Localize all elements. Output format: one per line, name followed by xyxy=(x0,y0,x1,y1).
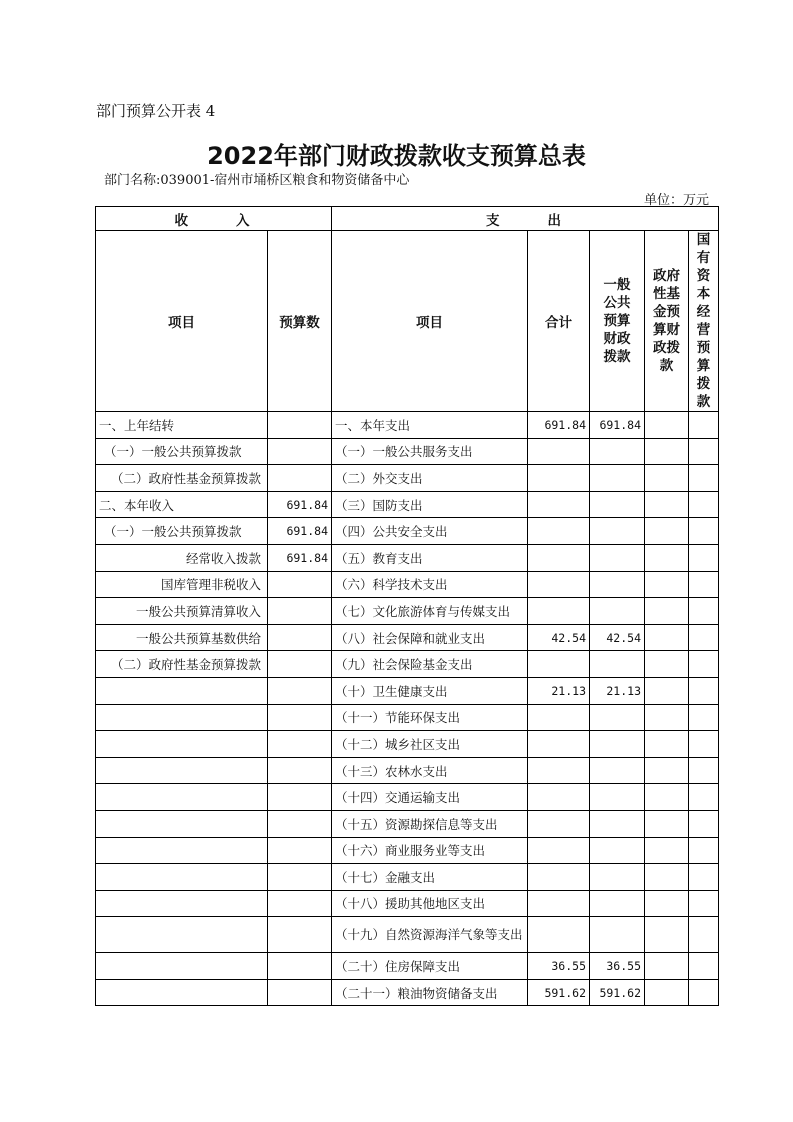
expense-total-cell xyxy=(528,784,590,811)
table-row xyxy=(96,757,719,784)
expense-item-cell: （七）文化旅游体育与传媒支出 xyxy=(332,598,528,625)
table-number-caption: 部门预算公开表 4 xyxy=(96,102,216,120)
expense-item-cell: （十五）资源勘探信息等支出 xyxy=(332,810,528,837)
fund-budget-cell xyxy=(645,864,689,891)
general-budget-cell xyxy=(590,598,645,625)
table-row xyxy=(96,677,719,704)
income-value-cell: 691.84 xyxy=(268,518,332,545)
income-item-cell: （二）政府性基金预算拨款 xyxy=(96,465,268,492)
income-item-cell: 一、上年结转 xyxy=(96,412,268,439)
fund-budget-cell xyxy=(645,412,689,439)
expense-item-cell: （九）社会保险基金支出 xyxy=(332,651,528,678)
unit-label: 单位：万元 xyxy=(643,193,709,208)
income-item-cell xyxy=(96,677,268,704)
general-budget-cell xyxy=(590,465,645,492)
state-capital-cell xyxy=(689,917,719,953)
general-budget-cell xyxy=(590,731,645,758)
expense-item-header: 项目 xyxy=(332,231,528,412)
general-budget-cell xyxy=(590,518,645,545)
table-row xyxy=(96,837,719,864)
general-budget-cell xyxy=(590,438,645,465)
general-budget-cell: 21.13 xyxy=(590,677,645,704)
table-row xyxy=(96,731,719,758)
state-capital-cell xyxy=(689,598,719,625)
expense-item-cell: （十）卫生健康支出 xyxy=(332,677,528,704)
income-item-cell: 国库管理非税收入 xyxy=(96,571,268,598)
general-budget-cell xyxy=(590,864,645,891)
income-item-cell xyxy=(96,810,268,837)
table-row xyxy=(96,624,719,651)
income-item-cell: （一）一般公共预算拨款 xyxy=(96,518,268,545)
state-capital-cell xyxy=(689,465,719,492)
expense-total-cell xyxy=(528,864,590,891)
expense-item-cell: （二十）住房保障支出 xyxy=(332,953,528,980)
state-capital-cell xyxy=(689,544,719,571)
expense-total-cell xyxy=(528,598,590,625)
fund-budget-cell xyxy=(645,784,689,811)
fund-budget-cell xyxy=(645,890,689,917)
expense-total-cell xyxy=(528,810,590,837)
expense-item-cell: （十八）援助其他地区支出 xyxy=(332,890,528,917)
income-value-cell xyxy=(268,412,332,439)
income-value-cell xyxy=(268,704,332,731)
expense-total-cell: 36.55 xyxy=(528,953,590,980)
department-name: 部门名称:039001-宿州市埇桥区粮食和物资储备中心 xyxy=(104,173,410,188)
table-row xyxy=(96,810,719,837)
income-value-cell xyxy=(268,598,332,625)
fund-budget-cell xyxy=(645,917,689,953)
fund-budget-cell xyxy=(645,757,689,784)
table-row xyxy=(96,953,719,980)
state-capital-cell xyxy=(689,731,719,758)
page-title: 2022年部门财政拨款收支预算总表 xyxy=(207,142,586,170)
general-budget-cell xyxy=(590,810,645,837)
expense-item-cell: （二十一）粮油物资储备支出 xyxy=(332,979,528,1006)
general-budget-cell xyxy=(590,651,645,678)
income-item-cell xyxy=(96,953,268,980)
general-budget-cell xyxy=(590,917,645,953)
expense-item-cell: （十九）自然资源海洋气象等支出 xyxy=(332,917,528,953)
expense-total-cell: 591.62 xyxy=(528,979,590,1006)
expense-total-cell xyxy=(528,438,590,465)
expense-total-cell xyxy=(528,890,590,917)
expense-item-cell: （三）国防支出 xyxy=(332,491,528,518)
income-item-cell: 一般公共预算清算收入 xyxy=(96,598,268,625)
fund-budget-cell xyxy=(645,837,689,864)
fund-budget-header: 政府性基金预算财政拨款 xyxy=(645,231,689,412)
general-budget-cell xyxy=(590,784,645,811)
general-budget-cell: 36.55 xyxy=(590,953,645,980)
table-row xyxy=(96,571,719,598)
fund-budget-cell xyxy=(645,465,689,492)
expense-item-cell: （十四）交通运输支出 xyxy=(332,784,528,811)
expense-total-cell xyxy=(528,731,590,758)
income-value-cell xyxy=(268,757,332,784)
table-row xyxy=(96,979,719,1006)
income-value-cell xyxy=(268,864,332,891)
general-budget-cell xyxy=(590,571,645,598)
state-capital-cell xyxy=(689,890,719,917)
income-item-cell xyxy=(96,757,268,784)
expense-total-cell xyxy=(528,465,590,492)
income-value-cell xyxy=(268,890,332,917)
expense-item-cell: （一）一般公共服务支出 xyxy=(332,438,528,465)
income-value-cell xyxy=(268,837,332,864)
expense-total-cell xyxy=(528,544,590,571)
expense-item-cell: （四）公共安全支出 xyxy=(332,518,528,545)
income-item-header: 项目 xyxy=(96,231,268,412)
income-item-cell xyxy=(96,837,268,864)
income-item-cell xyxy=(96,731,268,758)
income-item-cell xyxy=(96,864,268,891)
fund-budget-cell xyxy=(645,677,689,704)
income-item-cell xyxy=(96,890,268,917)
income-value-cell: 691.84 xyxy=(268,491,332,518)
income-item-cell xyxy=(96,784,268,811)
expense-item-cell: （十三）农林水支出 xyxy=(332,757,528,784)
general-budget-header: 一般公共预算财政拨款 xyxy=(590,231,645,412)
fund-budget-cell xyxy=(645,704,689,731)
income-budget-header: 预算数 xyxy=(268,231,332,412)
general-budget-cell xyxy=(590,890,645,917)
fund-budget-cell xyxy=(645,624,689,651)
expense-item-cell: （十二）城乡社区支出 xyxy=(332,731,528,758)
expense-item-cell: （十七）金融支出 xyxy=(332,864,528,891)
table-row xyxy=(96,491,719,518)
state-capital-cell xyxy=(689,704,719,731)
general-budget-cell: 591.62 xyxy=(590,979,645,1006)
income-value-cell xyxy=(268,677,332,704)
income-value-cell: 691.84 xyxy=(268,544,332,571)
state-capital-cell xyxy=(689,677,719,704)
general-budget-cell xyxy=(590,491,645,518)
general-budget-cell xyxy=(590,544,645,571)
state-capital-cell xyxy=(689,412,719,439)
state-capital-cell xyxy=(689,571,719,598)
expense-item-cell: 一、本年支出 xyxy=(332,412,528,439)
table-row xyxy=(96,412,719,439)
table-row xyxy=(96,704,719,731)
general-budget-cell: 691.84 xyxy=(590,412,645,439)
expense-total-cell xyxy=(528,518,590,545)
fund-budget-cell xyxy=(645,571,689,598)
fund-budget-cell xyxy=(645,544,689,571)
income-item-cell: （二）政府性基金预算拨款 xyxy=(96,651,268,678)
state-capital-cell xyxy=(689,864,719,891)
general-budget-cell xyxy=(590,757,645,784)
state-capital-header: 国有资本经营预算拨款 xyxy=(689,231,719,412)
income-value-cell xyxy=(268,917,332,953)
general-budget-cell: 42.54 xyxy=(590,624,645,651)
table-row xyxy=(96,598,719,625)
income-item-cell: （一）一般公共预算拨款 xyxy=(96,438,268,465)
expense-total-cell xyxy=(528,491,590,518)
budget-summary-table xyxy=(95,206,719,1006)
income-item-cell: 二、本年收入 xyxy=(96,491,268,518)
expense-total-cell xyxy=(528,757,590,784)
expense-header: 支 出 xyxy=(332,207,719,231)
expense-item-cell: （二）外交支出 xyxy=(332,465,528,492)
state-capital-cell xyxy=(689,810,719,837)
expense-item-cell: （六）科学技术支出 xyxy=(332,571,528,598)
income-value-cell xyxy=(268,571,332,598)
general-budget-cell xyxy=(590,837,645,864)
state-capital-cell xyxy=(689,624,719,651)
expense-total-cell: 21.13 xyxy=(528,677,590,704)
expense-item-cell: （八）社会保障和就业支出 xyxy=(332,624,528,651)
expense-item-cell: （十六）商业服务业等支出 xyxy=(332,837,528,864)
income-value-cell xyxy=(268,651,332,678)
fund-budget-cell xyxy=(645,651,689,678)
state-capital-cell xyxy=(689,757,719,784)
expense-item-cell: （十一）节能环保支出 xyxy=(332,704,528,731)
table-row xyxy=(96,544,719,571)
table-row xyxy=(96,438,719,465)
income-item-cell: 一般公共预算基数供给 xyxy=(96,624,268,651)
expense-total-cell: 42.54 xyxy=(528,624,590,651)
income-value-cell xyxy=(268,624,332,651)
table-row xyxy=(96,917,719,953)
state-capital-cell xyxy=(689,979,719,1006)
state-capital-cell xyxy=(689,953,719,980)
income-value-cell xyxy=(268,465,332,492)
fund-budget-cell xyxy=(645,598,689,625)
state-capital-cell xyxy=(689,837,719,864)
fund-budget-cell xyxy=(645,491,689,518)
income-value-cell xyxy=(268,810,332,837)
expense-total-cell xyxy=(528,837,590,864)
table-row xyxy=(96,518,719,545)
expense-total-cell xyxy=(528,571,590,598)
expense-total-cell xyxy=(528,651,590,678)
expense-total-cell xyxy=(528,704,590,731)
income-value-cell xyxy=(268,731,332,758)
income-value-cell xyxy=(268,438,332,465)
income-item-cell xyxy=(96,704,268,731)
table-row xyxy=(96,864,719,891)
income-value-cell xyxy=(268,979,332,1006)
total-header: 合计 xyxy=(528,231,590,412)
income-item-cell xyxy=(96,917,268,953)
income-header: 收 入 xyxy=(96,207,332,231)
table-row xyxy=(96,651,719,678)
income-value-cell xyxy=(268,953,332,980)
fund-budget-cell xyxy=(645,731,689,758)
state-capital-cell xyxy=(689,518,719,545)
expense-total-cell: 691.84 xyxy=(528,412,590,439)
expense-item-cell: （五）教育支出 xyxy=(332,544,528,571)
fund-budget-cell xyxy=(645,810,689,837)
table-row xyxy=(96,784,719,811)
expense-total-cell xyxy=(528,917,590,953)
table-row xyxy=(96,465,719,492)
income-value-cell xyxy=(268,784,332,811)
income-item-cell xyxy=(96,979,268,1006)
state-capital-cell xyxy=(689,438,719,465)
general-budget-cell xyxy=(590,704,645,731)
fund-budget-cell xyxy=(645,979,689,1006)
fund-budget-cell xyxy=(645,518,689,545)
fund-budget-cell xyxy=(645,438,689,465)
table-row xyxy=(96,890,719,917)
state-capital-cell xyxy=(689,784,719,811)
state-capital-cell xyxy=(689,491,719,518)
fund-budget-cell xyxy=(645,953,689,980)
income-item-cell: 经常收入拨款 xyxy=(96,544,268,571)
state-capital-cell xyxy=(689,651,719,678)
